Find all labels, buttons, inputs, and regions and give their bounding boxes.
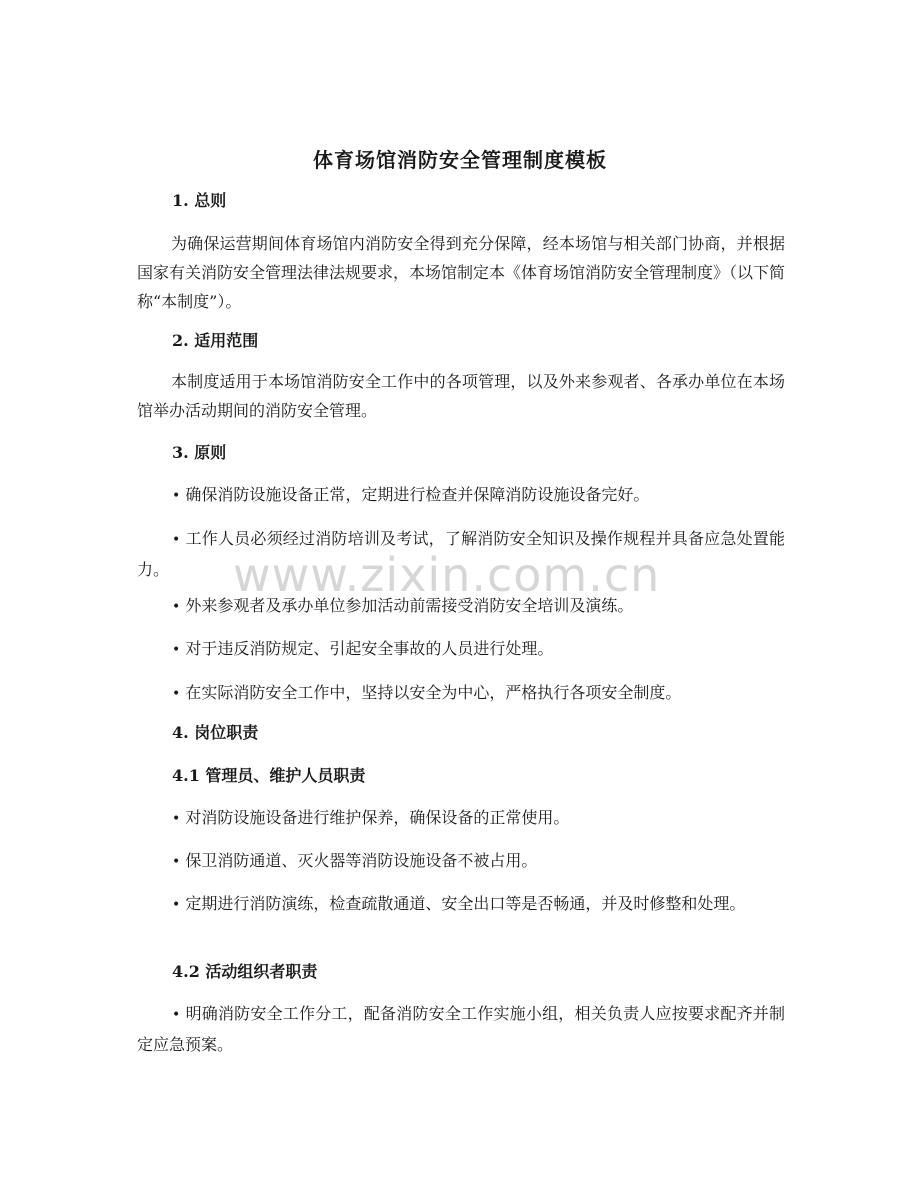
- list-item: [137, 889, 785, 920]
- list-item-text: 保卫消防通道、灭火器等消防设施设备不被占用。: [185, 851, 538, 870]
- list-item: [137, 678, 785, 709]
- section-4-1-heading: 4.1 管理员、维护人员职责: [172, 766, 366, 785]
- list-item-text: 确保消防设施设备正常，定期进行检查并保障消防设施设备完好。: [185, 485, 650, 504]
- bullet-icon: •: [172, 854, 181, 870]
- bullet-icon: •: [172, 811, 181, 827]
- section-1-heading: 1. 总则: [172, 191, 227, 210]
- bullet-icon: •: [172, 897, 181, 913]
- list-item: [137, 524, 785, 584]
- watermark-text: www.zixin.com.cn: [233, 548, 661, 602]
- list-item: [137, 634, 785, 665]
- list-item-text: 定期进行消防演练，检查疏散通道、安全出口等是否畅通，并及时修整和处理。: [185, 894, 746, 913]
- bullet-icon: •: [172, 488, 181, 504]
- list-item-text: 在实际消防安全工作中，坚持以安全为中心，严格执行各项安全制度。: [185, 683, 682, 702]
- section-2-paragraph: 本制度适用于本场馆消防安全工作中的各项管理，以及外来参观者、各承办单位在本场馆举办活动期间的消防安全管理。: [137, 372, 785, 420]
- list-item: [137, 480, 785, 511]
- list-item-text: 对于违反消防规定、引起安全事故的人员进行处理。: [185, 639, 554, 658]
- section-4-heading: 4. 岗位职责: [172, 723, 259, 742]
- list-item-text: 对消防设施设备进行维护保养，确保设备的正常使用。: [185, 808, 570, 827]
- list-item: [137, 846, 785, 877]
- bullet-icon: •: [172, 642, 181, 658]
- bullet-icon: •: [172, 1007, 181, 1023]
- bullet-icon: •: [172, 686, 181, 702]
- list-item-text: 工作人员必须经过消防培训及考试，了解消防安全知识及操作规程并具备应急处置能力。: [137, 529, 785, 579]
- list-item-text: 明确消防安全工作分工，配备消防安全工作实施小组，相关负责人应按要求配齐并制定应急预案。: [137, 1004, 785, 1054]
- section-1-paragraph: 为确保运营期间体育场馆内消防安全得到充分保障，经本场馆与相关部门协商，并根据国家有关消防安全管理法律法规要求，本场馆制定本《体育场馆消防安全管理制度》（以下简称“本制度”）。: [137, 234, 786, 311]
- list-item: [137, 803, 785, 834]
- section-3-heading: 3. 原则: [172, 443, 227, 462]
- section-2-heading: 2. 适用范围: [172, 331, 259, 350]
- bullet-icon: •: [172, 532, 181, 548]
- section-4-2-heading: 4.2 活动组织者职责: [172, 962, 318, 981]
- list-item: [137, 999, 785, 1059]
- document-title: 体育场馆消防安全管理制度模板: [313, 148, 607, 172]
- list-item-text: 外来参观者及承办单位参加活动前需接受消防安全培训及演练。: [185, 596, 634, 615]
- bullet-icon: •: [172, 599, 181, 615]
- list-item: [137, 591, 785, 622]
